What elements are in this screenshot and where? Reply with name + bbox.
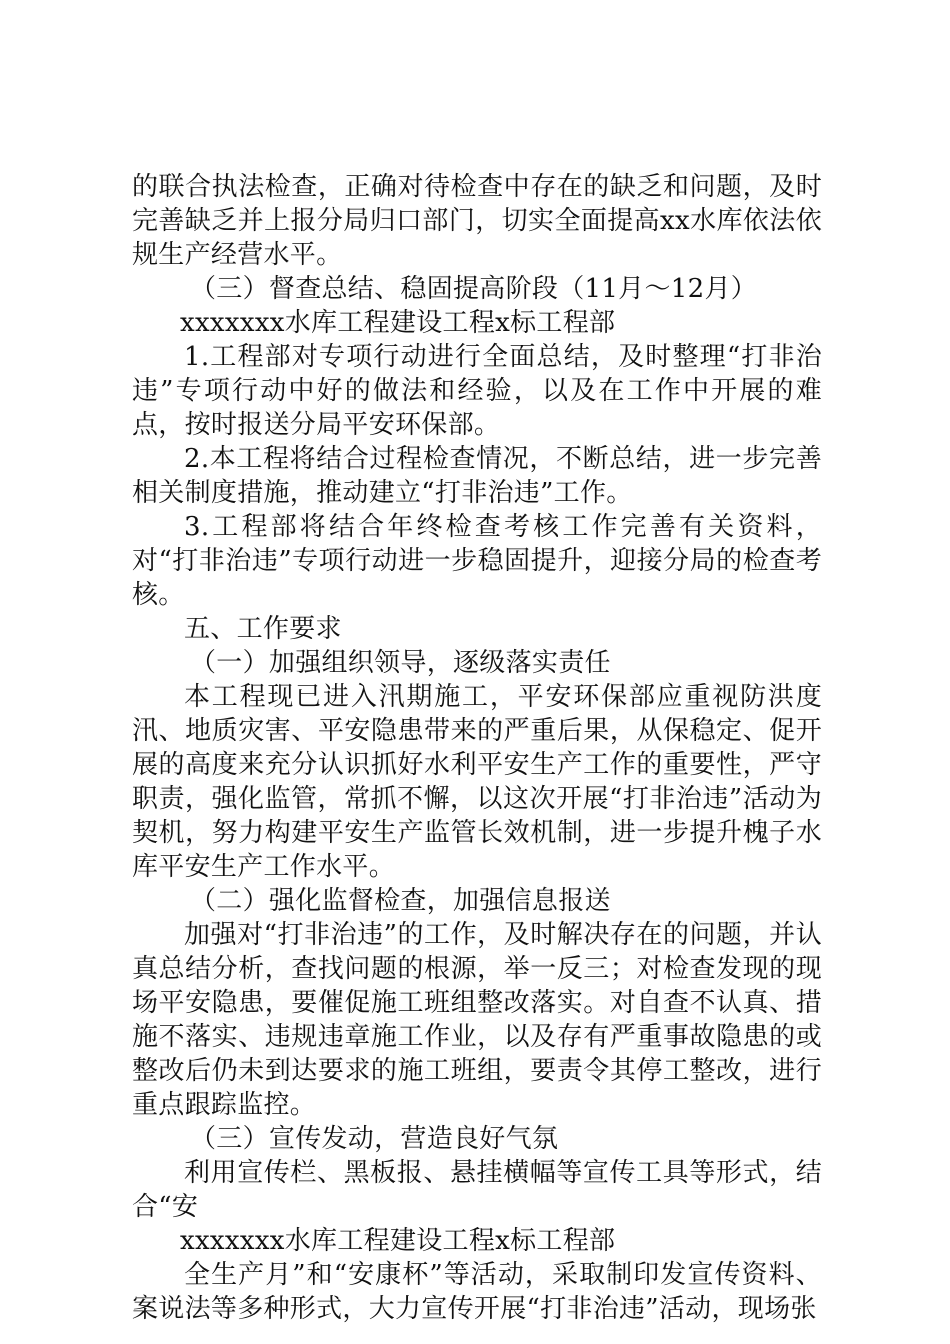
section-heading-5: 五、工作要求 — [184, 614, 342, 644]
list-item-2: 2.本工程将结合过程检查情况，不断总结，进一步完善相关制度措施，推动建立“打非治违”工作。 — [132, 444, 822, 508]
subsection-heading-2: （二）强化监督检查，加强信息报送 — [190, 886, 611, 916]
list-item-3: 3.工程部将结合年终检查考核工作完善有关资料，对“打非治违”专项行动进一步稳固提升，迎接分局的检查考核。 — [132, 512, 822, 610]
section-heading-3: （三）督查总结、稳固提高阶段（11月～12月） — [190, 274, 758, 304]
paragraph-body-4: 全生产月”和“安康杯”等活动，采取制印发宣传资料、案说法等多种形式，大力宣传开展“打非治违”活动，现场张 — [132, 1260, 822, 1324]
paragraph-body-3: 利用宣传栏、黑板报、悬挂横幅等宣传工具等形式，结合“安 — [132, 1158, 822, 1222]
page-header-line-2: xxxxxxx水库工程建设工程x标工程部 — [180, 1226, 616, 1256]
document-body — [132, 170, 822, 1326]
list-item-1: 1.工程部对专项行动进行全面总结，及时整理“打非治违”专项行动中好的做法和经验，以及在工作中开展的难点，按时报送分局平安环保部。 — [132, 342, 822, 440]
paragraph-body-1: 本工程现已进入汛期施工，平安环保部应重视防洪度汛、地质灾害、平安隐患带来的严重后果，从保稳定、促开展的高度来充分认识抓好水利平安生产工作的重要性，严守职责，强化监管，常抓不懈，以这次开展“打非治违”活动为契机，努力构建平安生产监管长效机制，进一步提升槐子水库平安生产工作水平。 — [132, 682, 822, 882]
paragraph-body-2: 加强对“打非治违”的工作，及时解决存在的问题，并认真总结分析，查找问题的根源，举一反三；对检查发现的现场平安隐患，要催促施工班组整改落实。对自查不认真、措施不落实、违规违章施工作业，以及存有严重事故隐患的或整改后仍未到达要求的施工班组，要责令其停工整改，进行重点跟踪监控。 — [132, 920, 822, 1120]
subsection-heading-3: （三）宣传发动，营造良好气氛 — [190, 1124, 559, 1154]
page-header-line: xxxxxxx水库工程建设工程x标工程部 — [180, 308, 616, 338]
paragraph-continuation: 的联合执法检查，正确对待检查中存在的缺乏和问题，及时完善缺乏并上报分局归口部门，切实全面提高xx水库依法依规生产经营水平。 — [132, 172, 822, 270]
subsection-heading-1: （一）加强组织领导，逐级落实责任 — [190, 648, 611, 678]
